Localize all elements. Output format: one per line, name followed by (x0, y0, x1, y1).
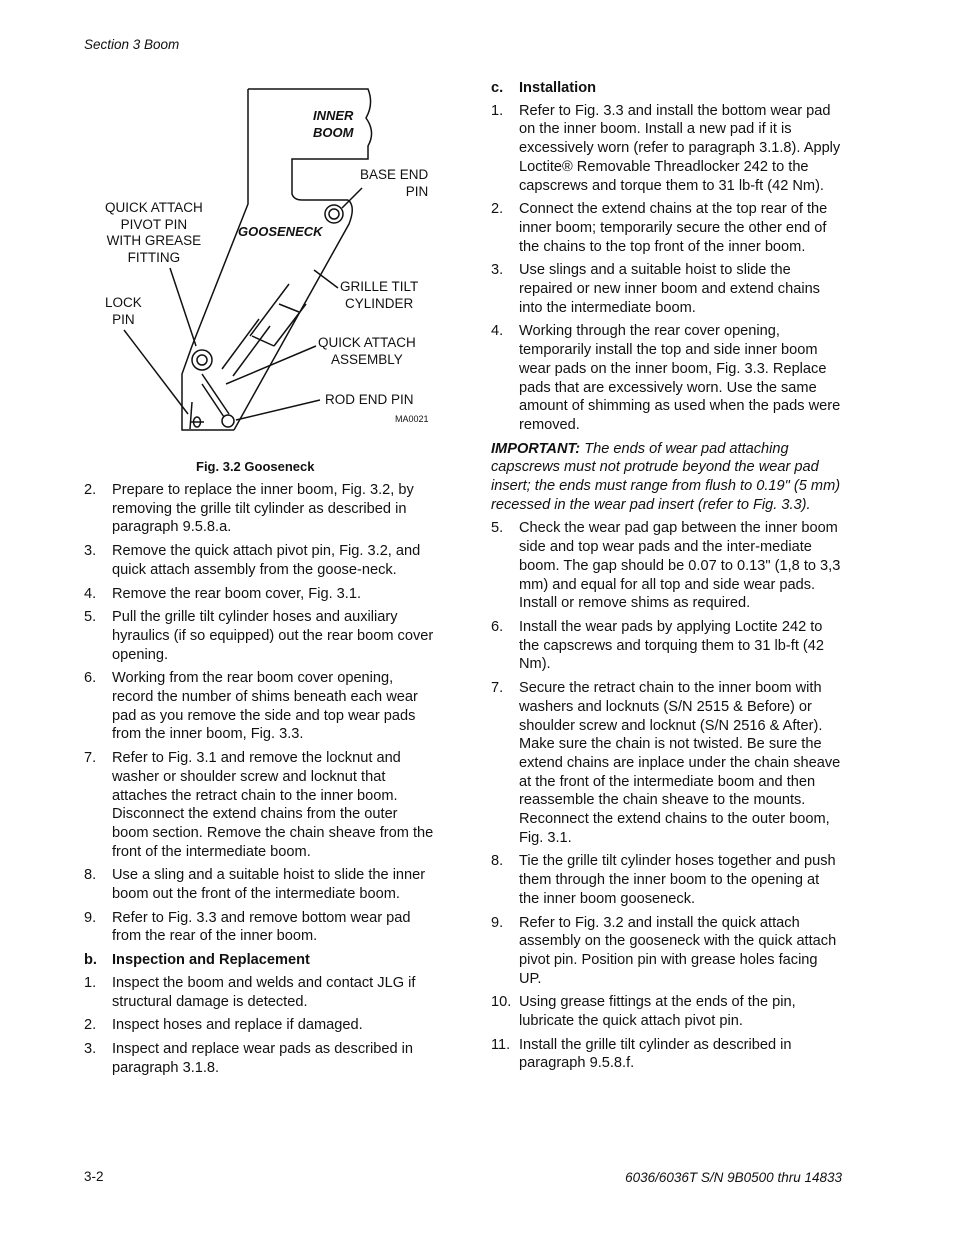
item-number: 2. (491, 201, 504, 218)
assembly-label-line: QUICK ATTACH (318, 335, 416, 350)
section-title: Installation (519, 80, 597, 96)
item-text: Pull the grille tilt cylinder hoses and auxiliary hyraulics (if so equipped) out the rear boom cover opening. (112, 609, 434, 663)
left-column (84, 481, 436, 1082)
item-number: 6. (84, 670, 97, 687)
list-item (491, 618, 843, 674)
list-item (84, 481, 436, 537)
important-label: IMPORTANT: (491, 440, 581, 457)
item-text: Connect the extend chains at the top rear of the inner boom; temporarily secure the other end of the chains to the top front of the inner boom. (519, 201, 828, 255)
item-number: 5. (84, 609, 97, 626)
item-number: 3. (491, 262, 504, 279)
assembly-label-line: ASSEMBLY (330, 351, 403, 367)
lock-pin-label-line: PIN (112, 311, 135, 327)
list-item (491, 261, 843, 317)
item-text: Secure the retract chain to the inner boom with washers and locknuts (S/N 2515 & Before) or shoulder screw and locknut (S/N 2516 & After). Make sure the chain is not twisted. Be sure the extend chains are inplace under the chain sheave at the front of the intermediate boom and then reassemble the chain sheave to the mounts. Reconnect the extend chains to the outer boom, Fig. 3.1. (519, 680, 841, 846)
figure-caption: Fig. 3.2 Gooseneck (196, 459, 315, 474)
lock-pin-label (105, 295, 142, 328)
inner-boom-label-line: BOOM (313, 124, 354, 140)
list-item (84, 866, 436, 903)
item-text: Refer to Fig. 3.2 and install the quick attach assembly on the gooseneck with the quick attach pivot pin. Position pin with grease holes facing UP. (519, 914, 837, 987)
list-item (491, 993, 843, 1030)
page-header: Section 3 Boom (84, 37, 180, 52)
item-text: Prepare to replace the inner boom, Fig. 3.2, by removing the grille tilt cylinder as described in paragraph 9.5.8.a. (112, 482, 414, 536)
list-item (491, 914, 843, 989)
section-heading-installation (491, 79, 843, 98)
gooseneck-label: GOOSENECK (238, 224, 323, 239)
list-item (491, 200, 843, 256)
item-text: Working through the rear cover opening, temporarily install the top and side inner boom wear pads on the inner boom, Fig. 3.3. Replace pads that are excessively worn. Use the same amount of shimming as used when the pads were removed. (519, 323, 841, 433)
item-number: 2. (84, 1017, 97, 1034)
list-item (491, 679, 843, 847)
section-letter: c. (491, 80, 504, 96)
quick-attach-assembly-label (318, 335, 416, 368)
base-end-pin-label-line: BASE END (360, 167, 429, 182)
list-item (491, 322, 843, 434)
item-text: Use a sling and a suitable hoist to slide the inner boom out the front of the intermediate boom. (112, 867, 426, 903)
item-number: 7. (84, 750, 97, 767)
page-number: 3-2 (84, 1169, 104, 1184)
item-text: Inspect and replace wear pads as described in paragraph 3.1.8. (112, 1040, 413, 1076)
list-item (84, 542, 436, 579)
item-text: Remove the rear boom cover, Fig. 3.1. (112, 585, 362, 602)
list-item (84, 1016, 436, 1035)
gooseneck-figure (84, 84, 454, 474)
cylinder-label-line: CYLINDER (345, 295, 414, 311)
item-text: Refer to Fig. 3.1 and remove the locknut and washer or shoulder screw and locknut that attaches the retract chain to the inner boom. Disconnect the extend chains from the outer boom section. Remove the chain sheave from the front of the intermediate boom. (112, 750, 434, 860)
section-heading-inspection (84, 951, 436, 970)
section-title: Inspection and Replacement (112, 952, 310, 969)
inner-boom-label (313, 108, 353, 141)
list-item (491, 1036, 843, 1073)
item-text: Using grease fittings at the ends of the pin, lubricate the quick attach pivot pin. (519, 994, 796, 1030)
inner-boom-label-line: INNER (313, 108, 354, 123)
list-item (84, 608, 436, 664)
item-number: 1. (491, 102, 504, 119)
list-item (84, 669, 436, 744)
lock-pin-label-line: LOCK (105, 295, 142, 310)
item-number: 4. (84, 585, 97, 602)
important-note (491, 440, 843, 515)
item-number: 3. (84, 1040, 97, 1057)
list-item (84, 909, 436, 946)
item-text: Tie the grille tilt cylinder hoses together and push them through the inner boom to the opening at the inner boom gooseneck. (519, 853, 836, 907)
pivot-pin-label-line: FITTING (127, 249, 181, 265)
item-number: 7. (491, 680, 504, 697)
model-serial-footer: 6036/6036T S/N 9B0500 thru 14833 (625, 1170, 842, 1185)
item-number: 8. (491, 853, 504, 870)
item-text: Use slings and a suitable hoist to slide the repaired or new inner boom and extend chains into the intermediate boom. (519, 262, 820, 316)
rod-end-pin-label: ROD END PIN (325, 392, 414, 407)
base-end-pin-label-line: PIN (405, 183, 429, 199)
item-text: Inspect the boom and welds and contact JLG if structural damage is detected. (112, 974, 416, 1010)
list-item (491, 102, 843, 196)
section-letter: b. (84, 952, 97, 969)
item-text: Install the wear pads by applying Loctite 242 to the capscrews and torquing them to 31 lb-ft (42 Nm). (519, 618, 825, 673)
item-number: 8. (84, 867, 97, 884)
base-end-pin-label (360, 167, 428, 200)
item-number: 1. (84, 974, 97, 991)
pivot-pin-label-line: QUICK ATTACH (105, 200, 203, 215)
item-text: Working from the rear boom cover opening, record the number of shims beneath each wear pad as you remove the side and top wear pads from the inner boom, Fig. 3.3. (112, 670, 418, 743)
item-number: 9. (84, 909, 97, 926)
item-text: Check the wear pad gap between the inner boom side and top wear pads and the inter-mediate boom. The gap should be 0.07 to 0.13" (1,8 to 3,3 mm) and equal for all top and side wear pads. Install or remove shims as required. (519, 520, 841, 612)
list-item (84, 585, 436, 604)
grille-tilt-cylinder-label (340, 279, 418, 312)
item-number: 11. (491, 1036, 511, 1053)
item-number: 6. (491, 618, 504, 635)
important-text: The ends of wear pad attaching capscrews must not protrude beyond the wear pad insert; the ends must range from flush to 0.19" (5 mm) recessed in the wear pad insert (refer to Fig. 3.3). (491, 440, 841, 513)
pivot-pin-label-line: WITH GREASE (106, 233, 202, 248)
item-number: 3. (84, 543, 97, 560)
list-item (84, 974, 436, 1011)
quick-attach-pivot-pin-label (105, 200, 203, 266)
list-item (491, 852, 843, 908)
list-item (491, 519, 843, 613)
cylinder-label-line: GRILLE TILT (340, 279, 419, 294)
list-item (84, 1040, 436, 1077)
item-number: 9. (491, 914, 504, 931)
figure-code: MA0021 (395, 414, 429, 424)
right-column (491, 79, 843, 1078)
item-text: Refer to Fig. 3.3 and install the bottom wear pad on the inner boom. Install a new pad if it is excessively worn (refer to paragraph 3.1.8). Apply Loctite® Removable Threadlocker 242 to the capscrews and torque them to 31 lb-ft (42 Nm). (519, 102, 841, 194)
item-number: 10. (491, 994, 512, 1011)
item-text: Remove the quick attach pivot pin, Fig. 3.2, and quick attach assembly from the goose-neck. (112, 543, 421, 578)
item-text: Install the grille tilt cylinder as described in paragraph 9.5.8.f. (519, 1036, 792, 1072)
pivot-pin-label-line: PIVOT PIN (120, 216, 188, 232)
item-number: 5. (491, 520, 504, 537)
item-number: 2. (84, 482, 97, 498)
item-text: Refer to Fig. 3.3 and remove bottom wear pad from the rear of the inner boom. (112, 909, 411, 945)
item-number: 4. (491, 323, 504, 340)
list-item (84, 749, 436, 861)
item-text: Inspect hoses and replace if damaged. (112, 1017, 363, 1034)
